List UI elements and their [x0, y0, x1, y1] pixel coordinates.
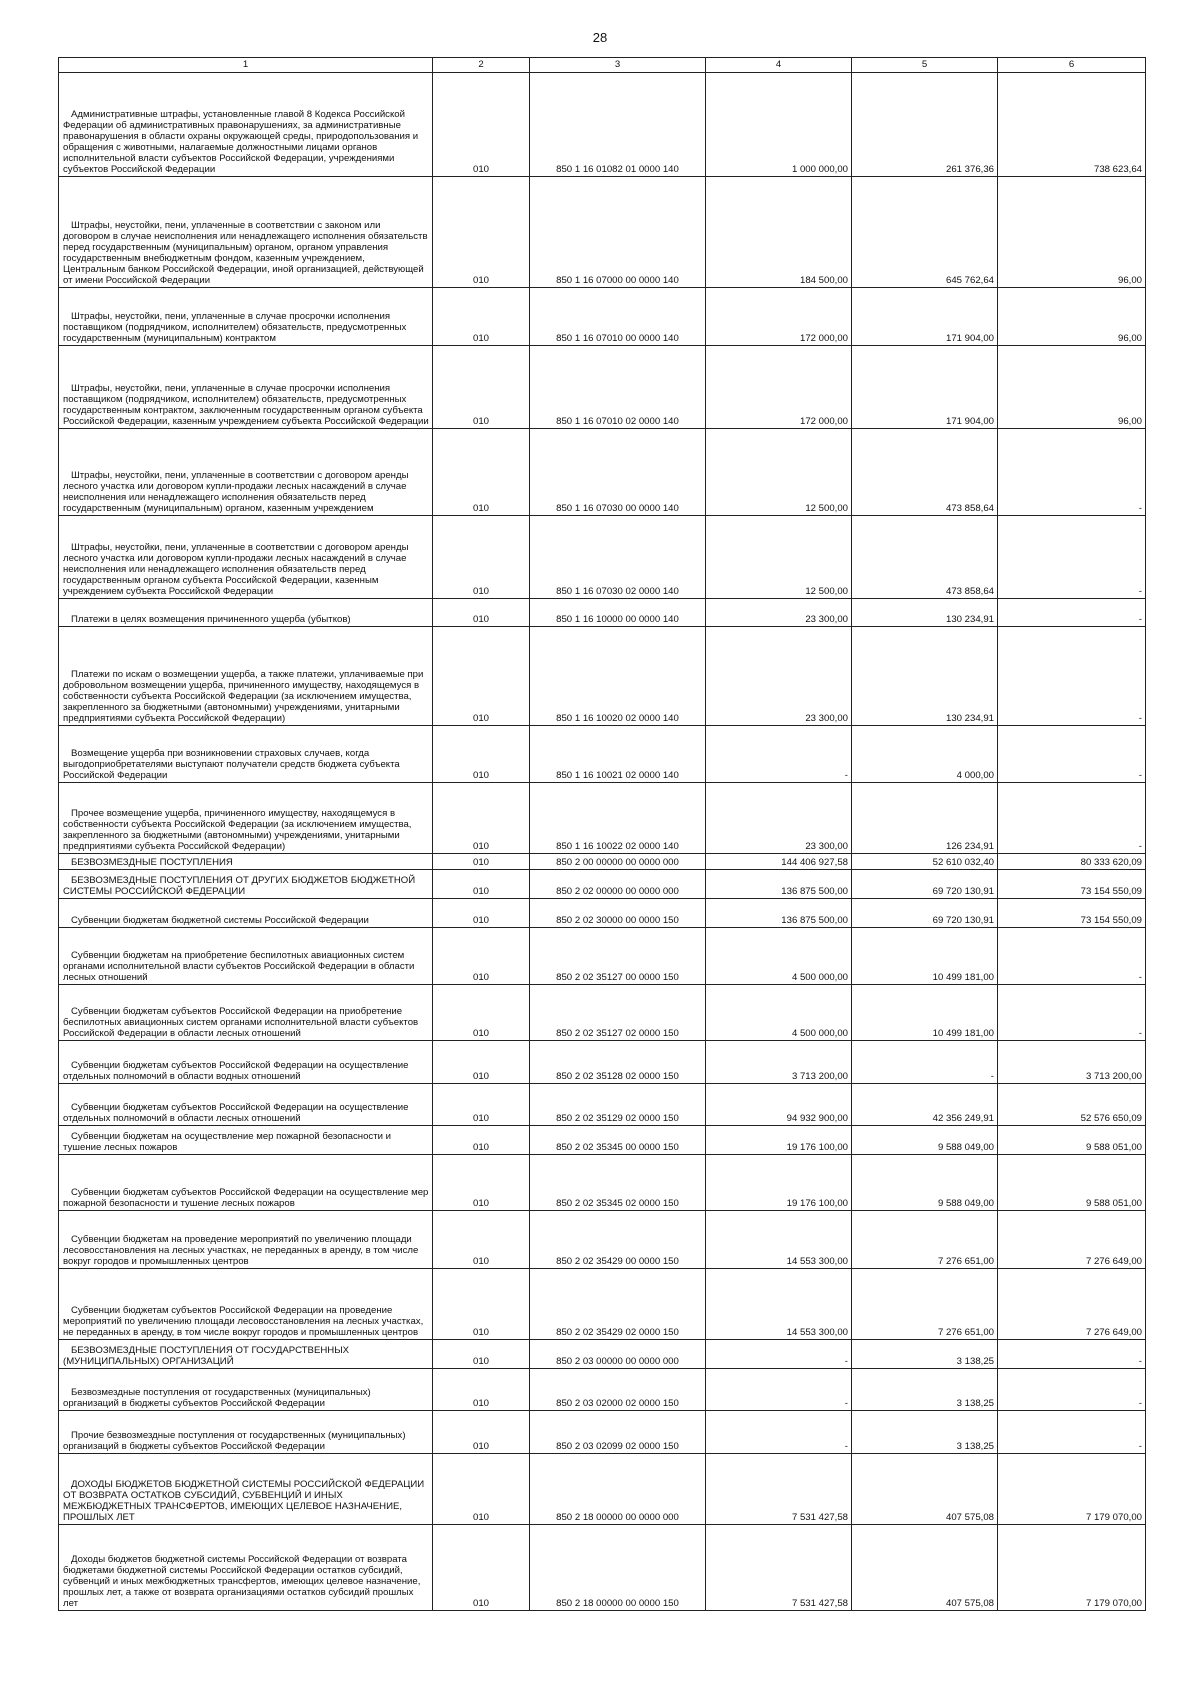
row-done-cell: 130 234,91 [852, 627, 998, 726]
row-plan-cell: 14 553 300,00 [706, 1211, 852, 1269]
row-kbk-cell: 850 1 16 10020 02 0000 140 [530, 627, 706, 726]
row-code-cell: 010 [433, 1155, 530, 1211]
row-code-cell: 010 [433, 429, 530, 516]
row-kbk-cell: 850 1 16 10022 02 0000 140 [530, 783, 706, 854]
row-plan-cell: - [706, 1369, 852, 1411]
row-plan-cell: 19 176 100,00 [706, 1155, 852, 1211]
table-row [59, 346, 1146, 429]
row-code-cell: 010 [433, 985, 530, 1041]
table-row [59, 73, 1146, 177]
row-done-cell: 4 000,00 [852, 726, 998, 783]
row-kbk-cell: 850 2 18 00000 00 0000 150 [530, 1525, 706, 1611]
row-name-cell: Субвенции бюджетам субъектов Российской Федерации на проведение мероприятий по увеличению площади лесовосстановления на лесных участках, не переданных в аренду, в том числе вокруг городов и промышленных центров [59, 1269, 433, 1340]
table-row [59, 899, 1146, 928]
row-done-cell: 69 720 130,91 [852, 899, 998, 928]
row-plan-cell: 23 300,00 [706, 599, 852, 627]
row-kbk-cell: 850 1 16 07030 02 0000 140 [530, 516, 706, 599]
table-row [59, 870, 1146, 899]
row-rest-cell: 9 588 051,00 [998, 1155, 1146, 1211]
row-code-cell: 010 [433, 1411, 530, 1454]
row-code-cell: 010 [433, 1041, 530, 1084]
row-code-cell: 010 [433, 1454, 530, 1525]
row-rest-cell: - [998, 599, 1146, 627]
table-row [59, 429, 1146, 516]
table-row [59, 1041, 1146, 1084]
row-code-cell: 010 [433, 73, 530, 177]
row-code-cell: 010 [433, 627, 530, 726]
table-row [59, 1340, 1146, 1369]
row-done-cell: 9 588 049,00 [852, 1126, 998, 1155]
row-done-cell: 261 376,36 [852, 73, 998, 177]
column-numbers-row [59, 58, 1146, 73]
row-kbk-cell: 850 2 02 35129 02 0000 150 [530, 1084, 706, 1126]
row-name-cell: Административные штрафы, установленные главой 8 Кодекса Российской Федерации об административных правонарушениях, за административные правонарушения в области охраны окружающей среды, природопользования и обращения с животными, налагаемые должностными лицами органов исполнительной власти субъектов Российской Федерации, учреждениями субъектов Российской Федерации [59, 73, 433, 177]
row-plan-cell: 14 553 300,00 [706, 1269, 852, 1340]
table-row [59, 627, 1146, 726]
row-kbk-cell: 850 2 02 00000 00 0000 000 [530, 870, 706, 899]
row-done-cell: 7 276 651,00 [852, 1269, 998, 1340]
row-kbk-cell: 850 1 16 10000 00 0000 140 [530, 599, 706, 627]
row-rest-cell: 96,00 [998, 288, 1146, 346]
row-code-cell: 010 [433, 854, 530, 870]
row-name-cell: Возмещение ущерба при возникновении страховых случаев, когда выгодоприобретателями выступают получатели средств бюджета субъекта Российской Федерации [59, 726, 433, 783]
row-rest-cell: - [998, 783, 1146, 854]
row-code-cell: 010 [433, 726, 530, 783]
row-plan-cell: - [706, 726, 852, 783]
row-kbk-cell: 850 1 16 07010 02 0000 140 [530, 346, 706, 429]
column-header: 1 [59, 58, 433, 73]
column-header: 6 [998, 58, 1146, 73]
row-rest-cell: 7 179 070,00 [998, 1454, 1146, 1525]
row-code-cell: 010 [433, 1525, 530, 1611]
row-done-cell: 407 575,08 [852, 1525, 998, 1611]
row-plan-cell: 4 500 000,00 [706, 928, 852, 985]
row-name-cell: Субвенции бюджетам на осуществление мер пожарной безопасности и тушение лесных пожаров [59, 1126, 433, 1155]
row-plan-cell: 23 300,00 [706, 627, 852, 726]
row-rest-cell: - [998, 985, 1146, 1041]
row-name-cell: Прочее возмещение ущерба, причиненного имуществу, находящемуся в собственности субъекта Российской Федерации (за исключением имущества, закрепленного за бюджетными (автономными) учреждениями, унитарными предприятиями субъекта Российской Федерации) [59, 783, 433, 854]
table-row [59, 1454, 1146, 1525]
row-name-cell: Безвозмездные поступления от государственных (муниципальных) организаций в бюджеты субъектов Российской Федерации [59, 1369, 433, 1411]
row-kbk-cell: 850 2 18 00000 00 0000 000 [530, 1454, 706, 1525]
row-plan-cell: - [706, 1340, 852, 1369]
row-done-cell: 69 720 130,91 [852, 870, 998, 899]
row-done-cell: 3 138,25 [852, 1340, 998, 1369]
row-name-cell: Субвенции бюджетам субъектов Российской Федерации на осуществление мер пожарной безопасности и тушение лесных пожаров [59, 1155, 433, 1211]
column-header: 4 [706, 58, 852, 73]
report-table [58, 57, 1146, 1611]
column-header: 5 [852, 58, 998, 73]
row-plan-cell: 19 176 100,00 [706, 1126, 852, 1155]
row-rest-cell: 96,00 [998, 346, 1146, 429]
row-kbk-cell: 850 2 02 35127 00 0000 150 [530, 928, 706, 985]
row-plan-cell: 12 500,00 [706, 429, 852, 516]
row-kbk-cell: 850 2 02 35429 00 0000 150 [530, 1211, 706, 1269]
row-done-cell: 407 575,08 [852, 1454, 998, 1525]
row-code-cell: 010 [433, 1369, 530, 1411]
row-rest-cell: 7 179 070,00 [998, 1525, 1146, 1611]
row-rest-cell: - [998, 429, 1146, 516]
row-code-cell: 010 [433, 1126, 530, 1155]
table-row [59, 1126, 1146, 1155]
row-done-cell: 473 858,64 [852, 429, 998, 516]
table-row [59, 928, 1146, 985]
row-done-cell: 10 499 181,00 [852, 985, 998, 1041]
row-rest-cell: - [998, 1340, 1146, 1369]
row-kbk-cell: 850 2 02 35429 02 0000 150 [530, 1269, 706, 1340]
row-code-cell: 010 [433, 1084, 530, 1126]
row-kbk-cell: 850 2 02 35345 02 0000 150 [530, 1155, 706, 1211]
row-kbk-cell: 850 1 16 01082 01 0000 140 [530, 73, 706, 177]
page-number: 28 [592, 30, 608, 45]
row-code-cell: 010 [433, 1269, 530, 1340]
row-rest-cell: - [998, 627, 1146, 726]
row-name-cell: Субвенции бюджетам на приобретение беспилотных авиационных систем органами исполнительной власти субъектов Российской Федерации в области лесных отношений [59, 928, 433, 985]
table-body [59, 73, 1146, 1611]
row-done-cell: 7 276 651,00 [852, 1211, 998, 1269]
row-name-cell: Субвенции бюджетам бюджетной системы Российской Федерации [59, 899, 433, 928]
row-rest-cell: - [998, 1411, 1146, 1454]
row-plan-cell: 4 500 000,00 [706, 985, 852, 1041]
row-kbk-cell: 850 1 16 07030 00 0000 140 [530, 429, 706, 516]
row-name-cell: Штрафы, неустойки, пени, уплаченные в соответствии с договором аренды лесного участка или договором купли-продажи лесных насаждений в случае неисполнения или ненадлежащего исполнения обязательств перед государственным органом субъекта Российской Федерации, казенным учреждением субъекта Российской Федерации [59, 516, 433, 599]
row-kbk-cell: 850 2 03 02000 02 0000 150 [530, 1369, 706, 1411]
row-rest-cell: 73 154 550,09 [998, 870, 1146, 899]
row-name-cell: Штрафы, неустойки, пени, уплаченные в случае просрочки исполнения поставщиком (подрядчиком, исполнителем) обязательств, предусмотренных государственным (муниципальным) контрактом [59, 288, 433, 346]
row-name-cell: Доходы бюджетов бюджетной системы Российской Федерации от возврата бюджетами бюджетной системы Российской Федерации остатков субсидий, субвенций и иных межбюджетных трансфертов, имеющих целевое назначение, прошлых лет, а также от возврата организациями остатков субсидий прошлых лет [59, 1525, 433, 1611]
row-name-cell: Штрафы, неустойки, пени, уплаченные в соответствии с договором аренды лесного участка или договором купли-продажи лесных насаждений в случае неисполнения или ненадлежащего исполнения обязательств перед государственным (муниципальным) органом, казенным учреждением [59, 429, 433, 516]
table-row [59, 1155, 1146, 1211]
row-plan-cell: 144 406 927,58 [706, 854, 852, 870]
table-row [59, 1369, 1146, 1411]
row-plan-cell: 136 875 500,00 [706, 870, 852, 899]
column-header: 3 [530, 58, 706, 73]
row-plan-cell: 7 531 427,58 [706, 1454, 852, 1525]
column-header: 2 [433, 58, 530, 73]
row-plan-cell: 136 875 500,00 [706, 899, 852, 928]
row-code-cell: 010 [433, 1340, 530, 1369]
row-rest-cell: 7 276 649,00 [998, 1211, 1146, 1269]
row-done-cell: 126 234,91 [852, 783, 998, 854]
row-done-cell: 473 858,64 [852, 516, 998, 599]
row-done-cell: - [852, 1041, 998, 1084]
row-code-cell: 010 [433, 870, 530, 899]
row-kbk-cell: 850 2 02 35345 00 0000 150 [530, 1126, 706, 1155]
row-rest-cell: 73 154 550,09 [998, 899, 1146, 928]
table-row [59, 1084, 1146, 1126]
table-row [59, 854, 1146, 870]
row-code-cell: 010 [433, 288, 530, 346]
row-code-cell: 010 [433, 177, 530, 288]
row-plan-cell: 184 500,00 [706, 177, 852, 288]
row-name-cell: БЕЗВОЗМЕЗДНЫЕ ПОСТУПЛЕНИЯ [59, 854, 433, 870]
row-plan-cell: 3 713 200,00 [706, 1041, 852, 1084]
row-done-cell: 9 588 049,00 [852, 1155, 998, 1211]
row-done-cell: 130 234,91 [852, 599, 998, 627]
row-plan-cell: 7 531 427,58 [706, 1525, 852, 1611]
row-done-cell: 645 762,64 [852, 177, 998, 288]
row-name-cell: БЕЗВОЗМЕЗДНЫЕ ПОСТУПЛЕНИЯ ОТ ДРУГИХ БЮДЖЕТОВ БЮДЖЕТНОЙ СИСТЕМЫ РОССИЙСКОЙ ФЕДЕРАЦИИ [59, 870, 433, 899]
row-code-cell: 010 [433, 599, 530, 627]
table-row [59, 288, 1146, 346]
row-rest-cell: - [998, 726, 1146, 783]
row-kbk-cell: 850 1 16 07000 00 0000 140 [530, 177, 706, 288]
row-done-cell: 171 904,00 [852, 346, 998, 429]
table-row [59, 1211, 1146, 1269]
row-plan-cell: 172 000,00 [706, 288, 852, 346]
row-rest-cell: 738 623,64 [998, 73, 1146, 177]
row-plan-cell: - [706, 1411, 852, 1454]
row-code-cell: 010 [433, 783, 530, 854]
row-rest-cell: - [998, 516, 1146, 599]
row-name-cell: Субвенции бюджетам субъектов Российской Федерации на осуществление отдельных полномочий в области водных отношений [59, 1041, 433, 1084]
row-done-cell: 10 499 181,00 [852, 928, 998, 985]
row-rest-cell: 52 576 650,09 [998, 1084, 1146, 1126]
row-rest-cell: - [998, 928, 1146, 985]
row-kbk-cell: 850 2 03 02099 02 0000 150 [530, 1411, 706, 1454]
row-plan-cell: 12 500,00 [706, 516, 852, 599]
row-name-cell: Платежи по искам о возмещении ущерба, а также платежи, уплачиваемые при добровольном возмещении ущерба, причиненного имуществу, находящемуся в собственности субъекта Российской Федерации (за исключением имущества, закрепленного за бюджетными (автономными) учреждениями, унитарными предприятиями субъекта Российской Федерации) [59, 627, 433, 726]
row-kbk-cell: 850 1 16 07010 00 0000 140 [530, 288, 706, 346]
row-rest-cell: 80 333 620,09 [998, 854, 1146, 870]
row-code-cell: 010 [433, 346, 530, 429]
row-plan-cell: 1 000 000,00 [706, 73, 852, 177]
row-rest-cell: 3 713 200,00 [998, 1041, 1146, 1084]
row-name-cell: Прочие безвозмездные поступления от государственных (муниципальных) организаций в бюджеты субъектов Российской Федерации [59, 1411, 433, 1454]
table-row [59, 177, 1146, 288]
row-done-cell: 3 138,25 [852, 1369, 998, 1411]
row-done-cell: 171 904,00 [852, 288, 998, 346]
row-name-cell: Штрафы, неустойки, пени, уплаченные в соответствии с законом или договором в случае неисполнения или ненадлежащего исполнения обязательств перед государственным (муниципальным) органом, органом управления государственным внебюджетным фондом, казенным учреждением, Центральным банком Российской Федерации, иной организацией, действующей от имени Российской Федерации [59, 177, 433, 288]
row-kbk-cell: 850 2 02 35127 02 0000 150 [530, 985, 706, 1041]
row-rest-cell: - [998, 1369, 1146, 1411]
row-rest-cell: 9 588 051,00 [998, 1126, 1146, 1155]
row-name-cell: Субвенции бюджетам субъектов Российской Федерации на приобретение беспилотных авиационных систем органами исполнительной власти субъектов Российской Федерации в области лесных отношений [59, 985, 433, 1041]
row-code-cell: 010 [433, 516, 530, 599]
table-row [59, 783, 1146, 854]
row-kbk-cell: 850 2 02 30000 00 0000 150 [530, 899, 706, 928]
row-name-cell: Платежи в целях возмещения причиненного ущерба (убытков) [59, 599, 433, 627]
row-kbk-cell: 850 2 02 35128 02 0000 150 [530, 1041, 706, 1084]
row-code-cell: 010 [433, 928, 530, 985]
table-row [59, 1525, 1146, 1611]
row-plan-cell: 172 000,00 [706, 346, 852, 429]
row-plan-cell: 23 300,00 [706, 783, 852, 854]
row-done-cell: 52 610 032,40 [852, 854, 998, 870]
row-rest-cell: 96,00 [998, 177, 1146, 288]
table-row [59, 516, 1146, 599]
row-code-cell: 010 [433, 899, 530, 928]
row-kbk-cell: 850 1 16 10021 02 0000 140 [530, 726, 706, 783]
row-rest-cell: 7 276 649,00 [998, 1269, 1146, 1340]
table-row [59, 1269, 1146, 1340]
row-name-cell: ДОХОДЫ БЮДЖЕТОВ БЮДЖЕТНОЙ СИСТЕМЫ РОССИЙСКОЙ ФЕДЕРАЦИИ ОТ ВОЗВРАТА ОСТАТКОВ СУБСИДИЙ, СУБВЕНЦИЙ И ИНЫХ МЕЖБЮДЖЕТНЫХ ТРАНСФЕРТОВ, ИМЕЮЩИХ ЦЕЛЕВОЕ НАЗНАЧЕНИЕ, ПРОШЛЫХ ЛЕТ [59, 1454, 433, 1525]
row-kbk-cell: 850 2 00 00000 00 0000 000 [530, 854, 706, 870]
row-name-cell: Субвенции бюджетам субъектов Российской Федерации на осуществление отдельных полномочий в области лесных отношений [59, 1084, 433, 1126]
row-done-cell: 42 356 249,91 [852, 1084, 998, 1126]
row-name-cell: Субвенции бюджетам на проведение мероприятий по увеличению площади лесовосстановления на лесных участках, не переданных в аренду, в том числе вокруг городов и промышленных центров [59, 1211, 433, 1269]
row-name-cell: БЕЗВОЗМЕЗДНЫЕ ПОСТУПЛЕНИЯ ОТ ГОСУДАРСТВЕННЫХ (МУНИЦИПАЛЬНЫХ) ОРГАНИЗАЦИЙ [59, 1340, 433, 1369]
table-row [59, 599, 1146, 627]
row-done-cell: 3 138,25 [852, 1411, 998, 1454]
row-kbk-cell: 850 2 03 00000 00 0000 000 [530, 1340, 706, 1369]
row-code-cell: 010 [433, 1211, 530, 1269]
row-name-cell: Штрафы, неустойки, пени, уплаченные в случае просрочки исполнения поставщиком (подрядчиком, исполнителем) обязательств, предусмотренных государственным контрактом, заключенным государственным органом субъекта Российской Федерации, казенным учреждением субъекта Российской Федерации [59, 346, 433, 429]
table-row [59, 726, 1146, 783]
table-row [59, 1411, 1146, 1454]
table-row [59, 985, 1146, 1041]
row-plan-cell: 94 932 900,00 [706, 1084, 852, 1126]
